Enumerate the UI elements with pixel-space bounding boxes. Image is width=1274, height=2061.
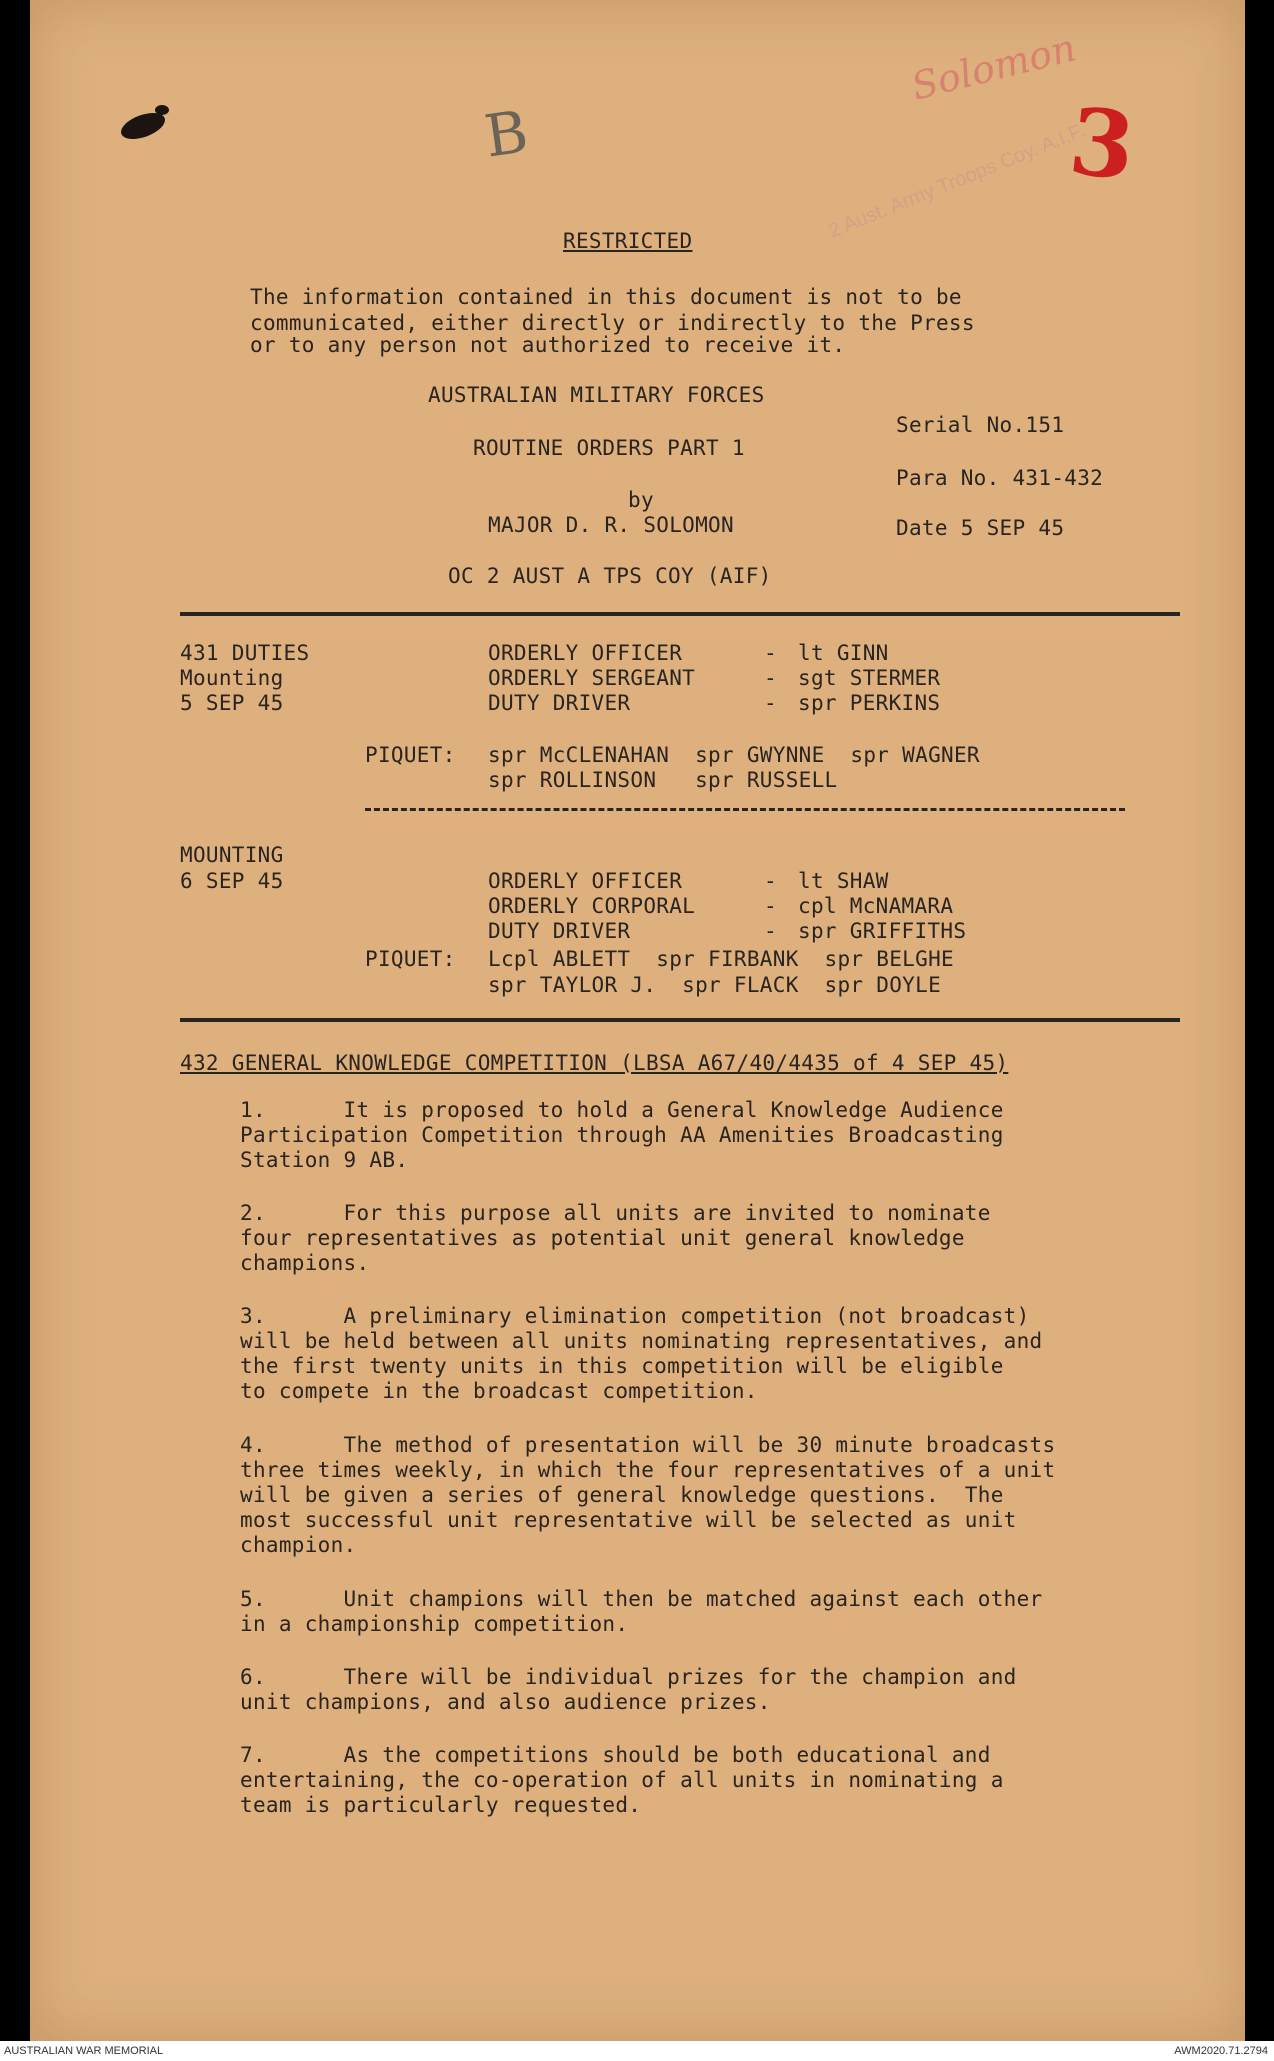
para-3-line: 3. A preliminary elimination competition (not broadcast): [240, 1304, 1030, 1328]
duty-name: spr PERKINS: [798, 691, 941, 715]
duty-sep: -: [764, 894, 777, 918]
para-5-line: 5. Unit champions will then be matched against each other: [240, 1587, 1043, 1611]
para-4-line: three times weekly, in which the four representatives of a unit: [240, 1458, 1056, 1482]
ink-blot: [155, 105, 169, 115]
notice-line-2: communicated, either directly or indirectly to the Press: [250, 311, 975, 335]
para-number: Para No. 431-432: [896, 466, 1104, 490]
document-page: [30, 0, 1245, 2041]
divider: [180, 1018, 1180, 1022]
para-3-line: the first twenty units in this competition will be eligible: [240, 1354, 1004, 1378]
para-6-line: unit champions, and also audience prizes.: [240, 1690, 771, 1714]
notice-line-3: or to any person not authorized to receive it.: [250, 333, 846, 357]
duties-label-3: 5 SEP 45: [180, 691, 284, 715]
para-6-line: 6. There will be individual prizes for the champion and: [240, 1665, 1017, 1689]
duty-role: ORDERLY OFFICER: [488, 641, 683, 665]
piquet-line: Lcpl ABLETT spr FIRBANK spr BELGHE: [488, 947, 954, 971]
mounting-label-2: 6 SEP 45: [180, 869, 284, 893]
duty-name: lt GINN: [798, 641, 889, 665]
duty-role: DUTY DRIVER: [488, 919, 631, 943]
para-2-line: champions.: [240, 1251, 370, 1275]
duty-sep: -: [764, 691, 777, 715]
unit-stamp: 2 Aust. Army Troops Coy. A.I.F.: [825, 119, 1089, 243]
para-2-line: four representatives as potential unit general knowledge: [240, 1226, 965, 1250]
para-1-line: Participation Competition through AA Amenities Broadcasting: [240, 1123, 1004, 1147]
competition-heading: 432 GENERAL KNOWLEDGE COMPETITION (LBSA A67/40/4435 of 4 SEP 45): [180, 1051, 1009, 1075]
order-date: Date 5 SEP 45: [896, 516, 1065, 540]
duty-name: cpl McNAMARA: [798, 894, 954, 918]
para-4-line: most successful unit representative will be selected as unit: [240, 1508, 1017, 1532]
para-2-line: 2. For this purpose all units are invited to nominate: [240, 1201, 991, 1225]
restricted-title: RESTRICTED: [563, 229, 693, 253]
mounting-label-1: MOUNTING: [180, 843, 284, 867]
oc-unit: OC 2 AUST A TPS COY (AIF): [448, 564, 772, 588]
serial-number: Serial No.151: [896, 413, 1065, 437]
duty-sep: -: [764, 641, 777, 665]
para-4-line: will be given a series of general knowledge questions. The: [240, 1483, 1004, 1507]
para-4-line: 4. The method of presentation will be 30 minute broadcasts: [240, 1433, 1056, 1457]
duty-role: ORDERLY SERGEANT: [488, 666, 696, 690]
archive-footer: [0, 2041, 1274, 2061]
piquet-line: spr McCLENAHAN spr GWYNNE spr WAGNER: [488, 743, 980, 767]
pencil-annotation: B: [480, 97, 533, 171]
notice-line-1: The information contained in this document is not to be: [250, 285, 962, 309]
duty-role: ORDERLY OFFICER: [488, 869, 683, 893]
para-5-line: in a championship competition.: [240, 1612, 629, 1636]
orders-heading: ROUTINE ORDERS PART 1: [473, 436, 745, 460]
duty-name: sgt STERMER: [798, 666, 941, 690]
red-page-number: 3: [1064, 86, 1140, 202]
para-3-line: to compete in the broadcast competition.: [240, 1379, 758, 1403]
piquet-label: PIQUET:: [365, 743, 456, 767]
archive-reference: AWM2020.71.2794: [1174, 2045, 1268, 2057]
para-7-line: 7. As the competitions should be both educational and: [240, 1743, 991, 1767]
piquet-line: spr TAYLOR J. spr FLACK spr DOYLE: [488, 973, 942, 997]
duty-sep: -: [764, 666, 777, 690]
para-3-line: will be held between all units nominating representatives, and: [240, 1329, 1043, 1353]
para-7-line: entertaining, the co-operation of all units in nominating a: [240, 1768, 1004, 1792]
by-text: by: [628, 488, 654, 512]
duty-sep: -: [764, 869, 777, 893]
forces-heading: AUSTRALIAN MILITARY FORCES: [428, 383, 765, 407]
piquet-line: spr ROLLINSON spr RUSSELL: [488, 768, 838, 792]
duties-label-1: 431 DUTIES: [180, 641, 310, 665]
para-1-line: 1. It is proposed to hold a General Knowledge Audience: [240, 1098, 1004, 1122]
dashed-divider: [365, 808, 1125, 811]
piquet-label: PIQUET:: [365, 947, 456, 971]
para-4-line: champion.: [240, 1533, 357, 1557]
duty-role: ORDERLY CORPORAL: [488, 894, 696, 918]
para-7-line: team is particularly requested.: [240, 1793, 642, 1817]
duty-name: lt SHAW: [798, 869, 889, 893]
duty-name: spr GRIFFITHS: [798, 919, 967, 943]
duties-label-2: Mounting: [180, 666, 284, 690]
red-signature: Solomon: [907, 25, 1081, 109]
para-1-line: Station 9 AB.: [240, 1148, 409, 1172]
major-name: MAJOR D. R. SOLOMON: [488, 513, 734, 537]
duty-sep: -: [764, 919, 777, 943]
archive-name: AUSTRALIAN WAR MEMORIAL: [4, 2045, 164, 2057]
duty-role: DUTY DRIVER: [488, 691, 631, 715]
divider: [180, 612, 1180, 616]
